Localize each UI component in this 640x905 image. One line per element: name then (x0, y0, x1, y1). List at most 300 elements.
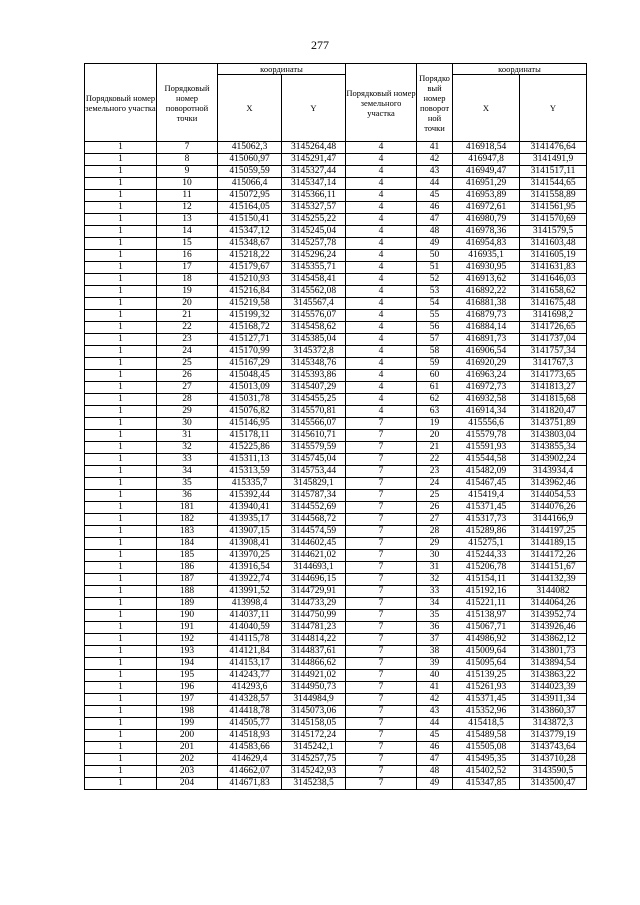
cell-x-right: 415221,11 (453, 598, 520, 610)
cell-y: 3145255,22 (282, 214, 346, 226)
cell-parcel-number-right: 4 (346, 190, 417, 202)
cell-y-right: 3143863,22 (520, 670, 587, 682)
cell-x-right: 416980,79 (453, 214, 520, 226)
cell-turn-point: 35 (157, 478, 218, 490)
cell-y: 3145073,06 (282, 706, 346, 718)
cell-x: 414629,4 (218, 754, 282, 766)
cell-y-right: 3143952,74 (520, 610, 587, 622)
cell-parcel-number-right: 7 (346, 742, 417, 754)
table-row (85, 706, 587, 718)
cell-x: 415347,12 (218, 226, 282, 238)
cell-parcel-number-right: 4 (346, 178, 417, 190)
cell-y: 3145238,5 (282, 778, 346, 790)
cell-turn-point: 11 (157, 190, 218, 202)
cell-turn-point-right: 27 (417, 514, 453, 526)
cell-turn-point-right: 47 (417, 214, 453, 226)
cell-y-right: 3141820,47 (520, 406, 587, 418)
cell-turn-point: 203 (157, 766, 218, 778)
cell-turn-point: 186 (157, 562, 218, 574)
table-row (85, 250, 587, 262)
table-row (85, 550, 587, 562)
cell-x: 415062,3 (218, 142, 282, 154)
table-row (85, 262, 587, 274)
cell-x: 414037,11 (218, 610, 282, 622)
cell-y: 3144602,45 (282, 538, 346, 550)
cell-parcel-number: 1 (85, 142, 157, 154)
cell-parcel-number-right: 7 (346, 478, 417, 490)
cell-x-right: 416930,95 (453, 262, 520, 274)
cell-turn-point: 24 (157, 346, 218, 358)
cell-y: 3145567,4 (282, 298, 346, 310)
table-row (85, 334, 587, 346)
cell-turn-point-right: 49 (417, 778, 453, 790)
cell-y-right: 3141544,65 (520, 178, 587, 190)
table-row (85, 766, 587, 778)
cell-x-right: 415317,73 (453, 514, 520, 526)
cell-turn-point: 29 (157, 406, 218, 418)
cell-x-right: 416949,47 (453, 166, 520, 178)
cell-turn-point: 26 (157, 370, 218, 382)
header-turn-point-right: Порядко вый номер поворот ной точки (417, 64, 453, 142)
cell-y: 3145172,24 (282, 730, 346, 742)
cell-x: 414583,66 (218, 742, 282, 754)
cell-turn-point: 182 (157, 514, 218, 526)
table-row (85, 490, 587, 502)
cell-y: 3145264,48 (282, 142, 346, 154)
header-coordinates-right: координаты (453, 64, 587, 75)
cell-x: 413991,52 (218, 586, 282, 598)
cell-y-right: 3144082 (520, 586, 587, 598)
cell-x: 413940,41 (218, 502, 282, 514)
cell-parcel-number: 1 (85, 622, 157, 634)
cell-y-right: 3144151,67 (520, 562, 587, 574)
cell-y: 3145393,86 (282, 370, 346, 382)
cell-turn-point-right: 25 (417, 490, 453, 502)
header-parcel-number-right: Порядковый номер земельного участка (346, 64, 417, 142)
cell-x: 414121,84 (218, 646, 282, 658)
cell-x: 415146,95 (218, 418, 282, 430)
cell-y: 3145257,75 (282, 754, 346, 766)
table-row (85, 382, 587, 394)
cell-turn-point-right: 41 (417, 682, 453, 694)
cell-parcel-number: 1 (85, 658, 157, 670)
cell-x-right: 416932,58 (453, 394, 520, 406)
cell-y-right: 3143872,3 (520, 718, 587, 730)
cell-turn-point: 14 (157, 226, 218, 238)
cell-turn-point: 191 (157, 622, 218, 634)
cell-turn-point: 183 (157, 526, 218, 538)
cell-x: 415392,44 (218, 490, 282, 502)
cell-y-right: 3144166,9 (520, 514, 587, 526)
cell-turn-point-right: 22 (417, 454, 453, 466)
cell-x: 415313,59 (218, 466, 282, 478)
cell-parcel-number-right: 7 (346, 610, 417, 622)
cell-x: 415335,7 (218, 478, 282, 490)
cell-turn-point: 15 (157, 238, 218, 250)
cell-turn-point-right: 47 (417, 754, 453, 766)
cell-y-right: 3144197,25 (520, 526, 587, 538)
cell-x-right: 415419,4 (453, 490, 520, 502)
cell-y: 3145610,71 (282, 430, 346, 442)
table-row (85, 754, 587, 766)
cell-y: 3145455,25 (282, 394, 346, 406)
table-row (85, 370, 587, 382)
cell-parcel-number-right: 7 (346, 502, 417, 514)
table-row (85, 142, 587, 154)
cell-y: 3145566,07 (282, 418, 346, 430)
cell-x-right: 416906,54 (453, 346, 520, 358)
cell-x-right: 415556,6 (453, 418, 520, 430)
cell-x-right: 416918,54 (453, 142, 520, 154)
cell-turn-point: 12 (157, 202, 218, 214)
table-row (85, 646, 587, 658)
header-coordinates-left: координаты (218, 64, 346, 75)
cell-parcel-number-right: 7 (346, 550, 417, 562)
cell-y: 3145245,04 (282, 226, 346, 238)
cell-parcel-number: 1 (85, 382, 157, 394)
cell-turn-point-right: 54 (417, 298, 453, 310)
cell-x-right: 416953,89 (453, 190, 520, 202)
cell-x: 415199,32 (218, 310, 282, 322)
header-parcel-number: Порядковый номер земельного участка (85, 64, 157, 142)
cell-y: 3144866,62 (282, 658, 346, 670)
cell-turn-point-right: 24 (417, 478, 453, 490)
cell-turn-point: 189 (157, 598, 218, 610)
cell-y-right: 3141726,65 (520, 322, 587, 334)
cell-x: 414418,78 (218, 706, 282, 718)
cell-y-right: 3144064,26 (520, 598, 587, 610)
cell-y: 3144950,73 (282, 682, 346, 694)
cell-turn-point-right: 28 (417, 526, 453, 538)
cell-parcel-number: 1 (85, 250, 157, 262)
cell-turn-point-right: 62 (417, 394, 453, 406)
header-turn-point: Порядковый номер поворотной точки (157, 64, 218, 142)
cell-x: 414293,6 (218, 682, 282, 694)
cell-turn-point: 201 (157, 742, 218, 754)
cell-x: 415059,59 (218, 166, 282, 178)
cell-y-right: 3141579,5 (520, 226, 587, 238)
cell-turn-point-right: 19 (417, 418, 453, 430)
cell-turn-point: 36 (157, 490, 218, 502)
cell-x: 415164,05 (218, 202, 282, 214)
cell-turn-point-right: 48 (417, 766, 453, 778)
cell-turn-point: 187 (157, 574, 218, 586)
cell-parcel-number-right: 7 (346, 778, 417, 790)
cell-y-right: 3143894,54 (520, 658, 587, 670)
cell-turn-point: 22 (157, 322, 218, 334)
cell-parcel-number-right: 4 (346, 238, 417, 250)
cell-x-right: 416891,73 (453, 334, 520, 346)
cell-x-right: 415482,09 (453, 466, 520, 478)
cell-x-right: 416914,34 (453, 406, 520, 418)
cell-turn-point-right: 32 (417, 574, 453, 586)
cell-y-right: 3141517,11 (520, 166, 587, 178)
cell-turn-point-right: 35 (417, 610, 453, 622)
table-row (85, 442, 587, 454)
cell-parcel-number: 1 (85, 646, 157, 658)
cell-y-right: 3141603,48 (520, 238, 587, 250)
table-row (85, 478, 587, 490)
cell-parcel-number: 1 (85, 694, 157, 706)
table-row (85, 634, 587, 646)
cell-y: 3144733,29 (282, 598, 346, 610)
cell-x-right: 416978,36 (453, 226, 520, 238)
cell-x-right: 416884,14 (453, 322, 520, 334)
table-row (85, 730, 587, 742)
cell-turn-point-right: 46 (417, 202, 453, 214)
table-row (85, 574, 587, 586)
table-row (85, 454, 587, 466)
table-row (85, 514, 587, 526)
cell-turn-point: 17 (157, 262, 218, 274)
cell-x-right: 415261,93 (453, 682, 520, 694)
cell-parcel-number: 1 (85, 514, 157, 526)
cell-x: 415076,82 (218, 406, 282, 418)
table-row (85, 358, 587, 370)
cell-x: 415311,13 (218, 454, 282, 466)
cell-y: 3145407,29 (282, 382, 346, 394)
cell-turn-point-right: 37 (417, 634, 453, 646)
cell-parcel-number-right: 4 (346, 334, 417, 346)
cell-parcel-number: 1 (85, 322, 157, 334)
cell-y: 3145753,44 (282, 466, 346, 478)
cell-parcel-number-right: 7 (346, 658, 417, 670)
cell-turn-point-right: 52 (417, 274, 453, 286)
cell-turn-point-right: 48 (417, 226, 453, 238)
table-row (85, 718, 587, 730)
cell-y: 3145579,59 (282, 442, 346, 454)
cell-parcel-number: 1 (85, 742, 157, 754)
cell-turn-point: 31 (157, 430, 218, 442)
cell-y-right: 3141813,27 (520, 382, 587, 394)
cell-y: 3145242,93 (282, 766, 346, 778)
cell-x: 414505,77 (218, 718, 282, 730)
cell-y-right: 3141570,69 (520, 214, 587, 226)
cell-y-right: 3141757,34 (520, 346, 587, 358)
cell-y: 3145242,1 (282, 742, 346, 754)
cell-parcel-number: 1 (85, 598, 157, 610)
cell-turn-point-right: 42 (417, 694, 453, 706)
table-row (85, 466, 587, 478)
cell-x: 415168,72 (218, 322, 282, 334)
cell-y-right: 3144023,39 (520, 682, 587, 694)
cell-parcel-number: 1 (85, 706, 157, 718)
cell-x: 413916,54 (218, 562, 282, 574)
cell-y: 3145366,11 (282, 190, 346, 202)
cell-x-right: 415067,71 (453, 622, 520, 634)
cell-x-right: 416892,22 (453, 286, 520, 298)
cell-y-right: 3143934,4 (520, 466, 587, 478)
cell-turn-point: 192 (157, 634, 218, 646)
cell-y-right: 3143779,19 (520, 730, 587, 742)
cell-parcel-number: 1 (85, 454, 157, 466)
cell-x-right: 415544,58 (453, 454, 520, 466)
cell-parcel-number: 1 (85, 334, 157, 346)
table-row (85, 190, 587, 202)
table-row (85, 202, 587, 214)
cell-turn-point: 198 (157, 706, 218, 718)
cell-x-right: 415206,78 (453, 562, 520, 574)
table-row (85, 562, 587, 574)
cell-y-right: 3143902,24 (520, 454, 587, 466)
cell-parcel-number-right: 7 (346, 766, 417, 778)
cell-y-right: 3141698,2 (520, 310, 587, 322)
cell-x: 414662,07 (218, 766, 282, 778)
cell-parcel-number: 1 (85, 466, 157, 478)
cell-x-right: 415505,08 (453, 742, 520, 754)
cell-x: 414243,77 (218, 670, 282, 682)
header-x-right: X (453, 75, 520, 142)
table-row (85, 502, 587, 514)
cell-parcel-number-right: 7 (346, 598, 417, 610)
cell-parcel-number: 1 (85, 274, 157, 286)
cell-x-right: 416913,62 (453, 274, 520, 286)
cell-parcel-number-right: 4 (346, 286, 417, 298)
cell-parcel-number: 1 (85, 286, 157, 298)
cell-y-right: 3141658,62 (520, 286, 587, 298)
cell-parcel-number-right: 4 (346, 214, 417, 226)
cell-y-right: 3141773,65 (520, 370, 587, 382)
cell-y: 3145158,05 (282, 718, 346, 730)
cell-y: 3144921,02 (282, 670, 346, 682)
table-row (85, 538, 587, 550)
cell-y: 3144781,23 (282, 622, 346, 634)
cell-y: 3145327,44 (282, 166, 346, 178)
cell-y: 3144750,99 (282, 610, 346, 622)
cell-x: 414671,83 (218, 778, 282, 790)
cell-y: 3144984,9 (282, 694, 346, 706)
cell-x-right: 416972,61 (453, 202, 520, 214)
cell-y: 3145570,81 (282, 406, 346, 418)
cell-turn-point: 185 (157, 550, 218, 562)
table-row (85, 694, 587, 706)
cell-y-right: 3143710,28 (520, 754, 587, 766)
table-row (85, 394, 587, 406)
header-x-left: X (218, 75, 282, 142)
table-row (85, 742, 587, 754)
cell-parcel-number: 1 (85, 442, 157, 454)
cell-x: 415210,93 (218, 274, 282, 286)
table-row (85, 226, 587, 238)
cell-x: 414328,57 (218, 694, 282, 706)
cell-parcel-number: 1 (85, 562, 157, 574)
cell-parcel-number-right: 4 (346, 394, 417, 406)
cell-turn-point: 190 (157, 610, 218, 622)
cell-turn-point: 188 (157, 586, 218, 598)
cell-parcel-number-right: 7 (346, 634, 417, 646)
cell-x-right: 415495,35 (453, 754, 520, 766)
cell-turn-point-right: 56 (417, 322, 453, 334)
cell-turn-point-right: 21 (417, 442, 453, 454)
cell-x: 415225,86 (218, 442, 282, 454)
cell-y-right: 3141675,48 (520, 298, 587, 310)
cell-x: 415127,71 (218, 334, 282, 346)
cell-turn-point: 8 (157, 154, 218, 166)
cell-x-right: 414986,92 (453, 634, 520, 646)
cell-y-right: 3141815,68 (520, 394, 587, 406)
cell-turn-point: 30 (157, 418, 218, 430)
cell-y: 3145562,08 (282, 286, 346, 298)
cell-parcel-number-right: 7 (346, 718, 417, 730)
cell-y: 3145348,76 (282, 358, 346, 370)
cell-turn-point-right: 60 (417, 370, 453, 382)
cell-y-right: 3143751,89 (520, 418, 587, 430)
cell-turn-point-right: 44 (417, 718, 453, 730)
cell-x: 415170,99 (218, 346, 282, 358)
cell-x-right: 415192,16 (453, 586, 520, 598)
cell-x: 414153,17 (218, 658, 282, 670)
cell-y-right: 3141491,9 (520, 154, 587, 166)
cell-x: 415348,67 (218, 238, 282, 250)
cell-x: 415179,67 (218, 262, 282, 274)
table-row (85, 214, 587, 226)
cell-turn-point: 196 (157, 682, 218, 694)
cell-parcel-number-right: 7 (346, 466, 417, 478)
cell-y: 3145385,04 (282, 334, 346, 346)
cell-turn-point-right: 31 (417, 562, 453, 574)
table-row (85, 322, 587, 334)
cell-turn-point-right: 45 (417, 730, 453, 742)
cell-x-right: 415095,64 (453, 658, 520, 670)
cell-x-right: 415154,11 (453, 574, 520, 586)
cell-parcel-number-right: 7 (346, 442, 417, 454)
table-row (85, 286, 587, 298)
cell-turn-point-right: 43 (417, 166, 453, 178)
cell-turn-point-right: 55 (417, 310, 453, 322)
cell-y-right: 3143862,12 (520, 634, 587, 646)
cell-turn-point-right: 50 (417, 250, 453, 262)
cell-y: 3145291,47 (282, 154, 346, 166)
cell-x-right: 415009,64 (453, 646, 520, 658)
cell-parcel-number-right: 7 (346, 454, 417, 466)
cell-y: 3144837,61 (282, 646, 346, 658)
cell-turn-point: 32 (157, 442, 218, 454)
coordinates-table (84, 63, 587, 790)
cell-x: 415150,41 (218, 214, 282, 226)
cell-parcel-number: 1 (85, 358, 157, 370)
cell-turn-point-right: 36 (417, 622, 453, 634)
cell-turn-point-right: 41 (417, 142, 453, 154)
cell-parcel-number: 1 (85, 490, 157, 502)
table-row (85, 586, 587, 598)
cell-parcel-number-right: 7 (346, 526, 417, 538)
cell-y: 3145745,04 (282, 454, 346, 466)
table-row (85, 406, 587, 418)
cell-turn-point-right: 63 (417, 406, 453, 418)
cell-y: 3144621,02 (282, 550, 346, 562)
cell-turn-point: 28 (157, 394, 218, 406)
cell-parcel-number-right: 4 (346, 250, 417, 262)
cell-x-right: 415244,33 (453, 550, 520, 562)
cell-parcel-number-right: 7 (346, 754, 417, 766)
cell-x-right: 415371,45 (453, 502, 520, 514)
cell-parcel-number: 1 (85, 310, 157, 322)
cell-turn-point-right: 49 (417, 238, 453, 250)
cell-parcel-number-right: 4 (346, 322, 417, 334)
cell-turn-point-right: 58 (417, 346, 453, 358)
cell-y: 3145576,07 (282, 310, 346, 322)
cell-parcel-number-right: 7 (346, 622, 417, 634)
cell-turn-point-right: 38 (417, 646, 453, 658)
page-number: 277 (311, 38, 329, 52)
cell-x: 415218,22 (218, 250, 282, 262)
cell-turn-point: 23 (157, 334, 218, 346)
cell-parcel-number: 1 (85, 226, 157, 238)
cell-y: 3144693,1 (282, 562, 346, 574)
cell-turn-point: 7 (157, 142, 218, 154)
table-row (85, 526, 587, 538)
cell-y-right: 3141646,03 (520, 274, 587, 286)
